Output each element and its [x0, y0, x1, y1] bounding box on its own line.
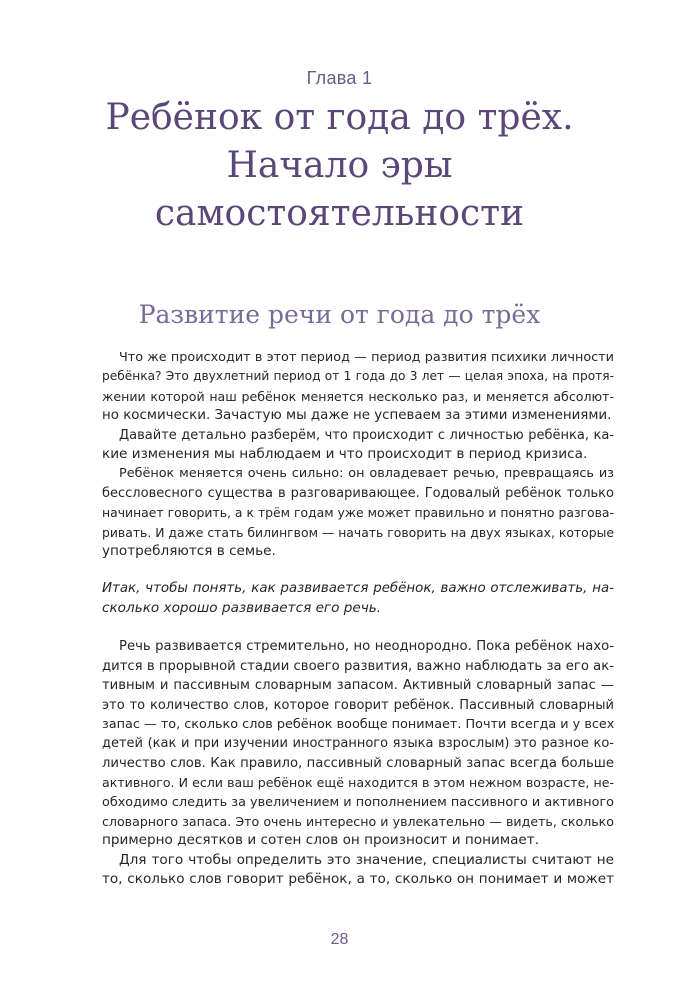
chapter-title	[0, 94, 679, 238]
text-line: Речь развивается стремительно, но неоднородно. Пока ребёнок нахо-	[119, 639, 614, 655]
text-line: Что же происходит в этот период — период развития психики личности	[119, 350, 614, 365]
text-line: жении которой наш ребёнок меняется несколько раз, и меняется абсолют-	[102, 388, 614, 404]
text-line: начинает говорить, а к трём годам уже может правильно и понятно разгова-	[102, 505, 614, 521]
text-line: употребляются в семье.	[102, 543, 276, 560]
text-line: детей (как и при изучении иностранного языка взрослым) это разное ко-	[102, 736, 614, 752]
chapter-label: Глава 1	[306, 68, 373, 88]
text-line: запас — то, сколько слов ребёнок вообще понимает. Почти всегда и у всех	[102, 716, 615, 732]
paragraph-spacer	[102, 618, 614, 637]
paragraph	[102, 426, 614, 465]
section-title: Развитие речи от года до трёх	[138, 300, 541, 329]
text-line: Ребёнок меняется очень сильно: он овладевает речью, превращаясь из	[119, 466, 614, 482]
text-line: ривать. И даже стать билингвом — начать говорить на двух языках, которые	[102, 524, 614, 540]
text-line: активного. И если ваш ребёнок ещё находится в этом нежном возрасте, не-	[102, 775, 614, 791]
page-number: 28	[330, 931, 349, 948]
text-line: тивным и пассивным словарным запасом. Активный словарный запас —	[102, 678, 614, 694]
chapter-title-line: самостоятельности	[154, 193, 525, 234]
text-line: то, сколько слов говорит ребёнок, а то, сколько он понимает и может	[102, 871, 614, 888]
chapter-title-line: Начало эры	[226, 145, 453, 186]
text-line: Итак, чтобы понять, как развивается ребёнок, важно отслеживать, на-	[102, 581, 614, 597]
text-line: дится в прорывной стадии своего развития, важно наблюдать за его ак-	[102, 658, 614, 674]
body-text	[102, 348, 614, 890]
paragraph	[102, 851, 614, 890]
text-line: бессловесного существа в разговаривающее. Годовалый ребёнок только	[102, 485, 614, 501]
paragraph	[102, 348, 614, 426]
chapter-title-line: Ребёнок от года до трёх.	[105, 97, 574, 138]
text-line: Для того чтобы определить это значение, специалисты считают не	[119, 851, 614, 868]
emphasis-paragraph	[102, 579, 614, 618]
paragraph	[102, 637, 614, 850]
paragraph-spacer	[102, 561, 614, 579]
paragraph	[102, 464, 614, 561]
text-line: ребёнка? Это двухлетний период от 1 года до 3 лет — целая эпоха, на протя-	[102, 369, 614, 384]
text-line: личество слов. Как правило, пассивный словарный запас всегда больше	[102, 755, 614, 771]
text-line: но космически. Зачастую мы даже не успеваем за этими изменениями.	[102, 408, 612, 424]
text-line: это то количество слов, которое говорит ребёнок. Пассивный словарный	[102, 697, 614, 713]
text-line: кие изменения мы наблюдаем и что происходит в период кризиса.	[102, 446, 588, 463]
text-line: сколько хорошо развивается его речь.	[102, 599, 382, 616]
text-line: примерно десятков и сотен слов он произносит и понимает.	[102, 832, 540, 849]
text-line: обходимо следить за увеличением и пополнением пассивного и активного	[102, 794, 614, 810]
text-line: Давайте детально разберём, что происходит с личностью ребёнка, ка-	[119, 427, 614, 443]
text-line: словарного запаса. Это очень интересно и увлекательно — видеть, сколько	[102, 813, 614, 829]
